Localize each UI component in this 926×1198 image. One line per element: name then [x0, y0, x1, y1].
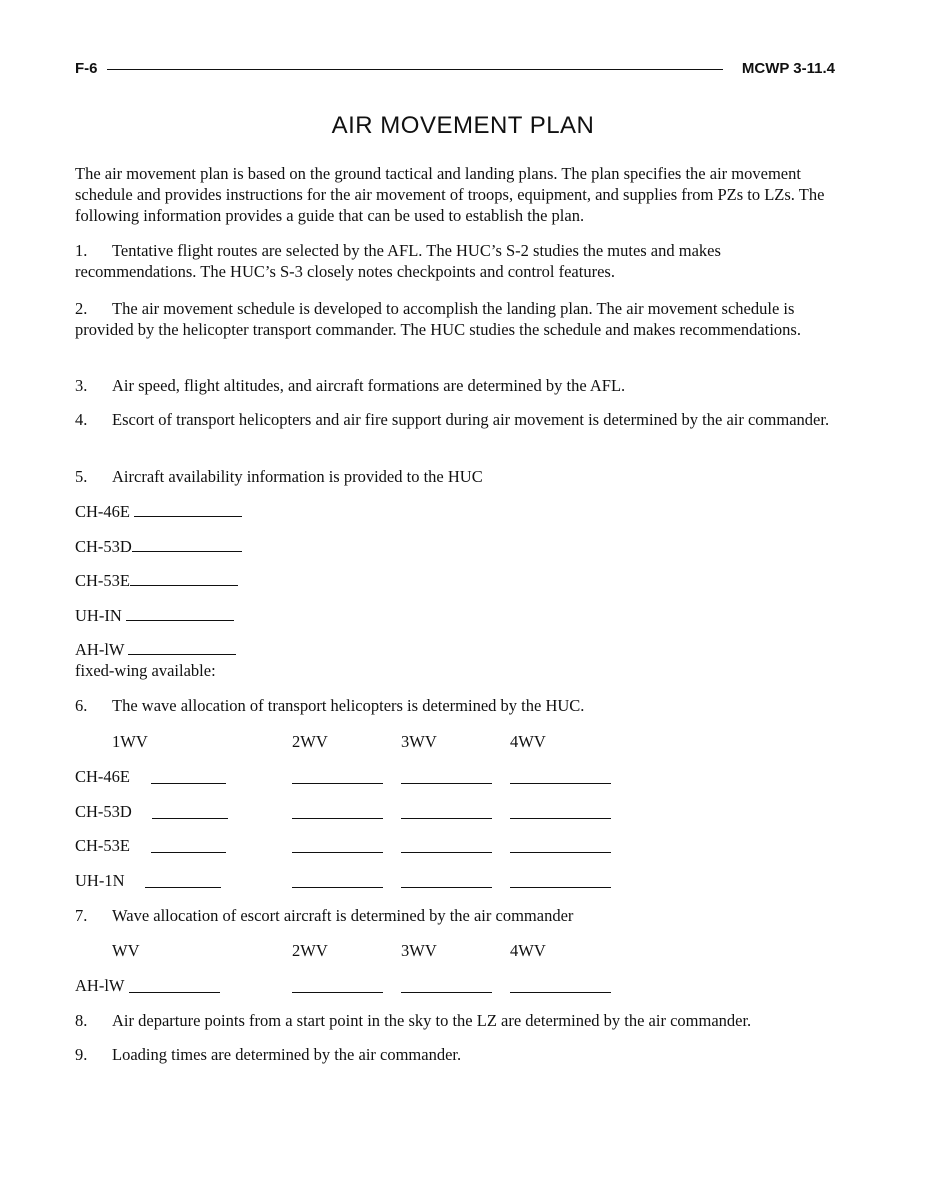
list-item [75, 466, 845, 487]
page-title: AIR MOVEMENT PLAN [331, 112, 595, 139]
page-number: F-6 [75, 60, 98, 77]
availability-field [75, 605, 234, 626]
fill-in-blank[interactable] [401, 887, 492, 888]
item-number: 5. [75, 467, 88, 486]
list-item [75, 1044, 845, 1065]
column-header: 1WV [112, 732, 148, 751]
fill-in-blank[interactable] [292, 852, 383, 853]
fill-in-blank[interactable] [292, 887, 383, 888]
fill-in-blank[interactable] [152, 818, 228, 819]
item-text: Aircraft availability information is provided to the HUC [112, 467, 483, 486]
item-text: The air movement schedule is developed to accomplish the landing plan. The air movement schedule is provided by the helicopter transport commander. The HUC studies the schedule and makes recommendations. [75, 299, 801, 339]
item-number: 6. [75, 696, 88, 715]
intro-paragraph: The air movement plan is based on the ground tactical and landing plans. The plan specifies the air movement schedule and provides instructions for the air movement of troops, equipment, and supplies from PZs to LZs. The following information provides a guide that can be used to establish the plan. [75, 164, 825, 225]
list-item [75, 409, 845, 430]
fill-in-blank[interactable] [401, 992, 492, 993]
list-item [75, 905, 845, 926]
list-item [75, 240, 845, 282]
fill-in-blank[interactable] [401, 818, 492, 819]
list-item [75, 1010, 845, 1031]
row-label: CH-46E [75, 767, 130, 786]
aircraft-label: CH-53D [75, 537, 132, 556]
item-text: Escort of transport helicopters and air fire support during air movement is determined by the air commander. [112, 410, 830, 429]
item-number: 4. [75, 410, 88, 429]
item-text: Air departure points from a start point in the sky to the LZ are determined by the air commander. [112, 1011, 752, 1030]
header-rule [107, 69, 723, 70]
row-label: UH-1N [75, 871, 125, 890]
fill-in-blank[interactable] [510, 852, 611, 853]
fill-in-blank[interactable] [130, 571, 238, 586]
fill-in-blank[interactable] [126, 606, 234, 621]
availability-field [75, 639, 236, 660]
item-number: 3. [75, 376, 88, 395]
list-item [75, 298, 845, 340]
fill-in-blank[interactable] [134, 502, 242, 517]
fill-in-blank[interactable] [129, 992, 220, 993]
document-id: MCWP 3-11.4 [741, 60, 835, 77]
item-number: 1. [75, 241, 88, 260]
fill-in-blank[interactable] [151, 783, 226, 784]
fill-in-blank[interactable] [292, 783, 383, 784]
column-header: 3WV [401, 732, 437, 751]
fill-in-blank[interactable] [510, 818, 611, 819]
aircraft-label: AH-lW [75, 640, 125, 659]
aircraft-label: CH-46E [75, 502, 130, 521]
fill-in-blank[interactable] [510, 992, 611, 993]
list-item [75, 695, 845, 716]
row-label: CH-53D [75, 802, 132, 821]
fill-in-blank[interactable] [145, 887, 221, 888]
availability-field [75, 570, 238, 591]
fill-in-blank[interactable] [151, 852, 226, 853]
item-number: 8. [75, 1011, 88, 1030]
item-text: Wave allocation of escort aircraft is determined by the air commander [112, 906, 574, 925]
item-text: Tentative flight routes are selected by the AFL. The HUC’s S-2 studies the mutes and makes recommendations. The HUC’s S-3 closely notes checkpoints and control features. [75, 241, 721, 281]
row-label: CH-53E [75, 836, 130, 855]
row-label: AH-lW [75, 976, 125, 995]
fill-in-blank[interactable] [128, 640, 236, 655]
column-header: WV [112, 941, 140, 960]
column-header: 2WV [292, 732, 328, 751]
aircraft-label: CH-53E [75, 571, 130, 590]
availability-field [75, 501, 242, 522]
aircraft-label: UH-IN [75, 606, 122, 625]
column-header: 4WV [510, 941, 546, 960]
fill-in-blank[interactable] [401, 783, 492, 784]
running-header [75, 58, 835, 82]
fill-in-blank[interactable] [401, 852, 492, 853]
item-number: 2. [75, 299, 88, 318]
item-text: Air speed, flight altitudes, and aircraft formations are determined by the AFL. [112, 376, 626, 395]
item-number: 9. [75, 1045, 88, 1064]
fill-in-blank[interactable] [132, 537, 242, 552]
item-number: 7. [75, 906, 88, 925]
column-header: 2WV [292, 941, 328, 960]
list-item [75, 375, 845, 396]
fill-in-blank[interactable] [292, 992, 383, 993]
column-header: 3WV [401, 941, 437, 960]
item-text: The wave allocation of transport helicopters is determined by the HUC. [112, 696, 585, 715]
fixed-wing-label: fixed-wing available: [75, 661, 216, 680]
item-text: Loading times are determined by the air commander. [112, 1045, 462, 1064]
fill-in-blank[interactable] [292, 818, 383, 819]
column-header: 4WV [510, 732, 546, 751]
fill-in-blank[interactable] [510, 783, 611, 784]
availability-field [75, 536, 242, 557]
fill-in-blank[interactable] [510, 887, 611, 888]
